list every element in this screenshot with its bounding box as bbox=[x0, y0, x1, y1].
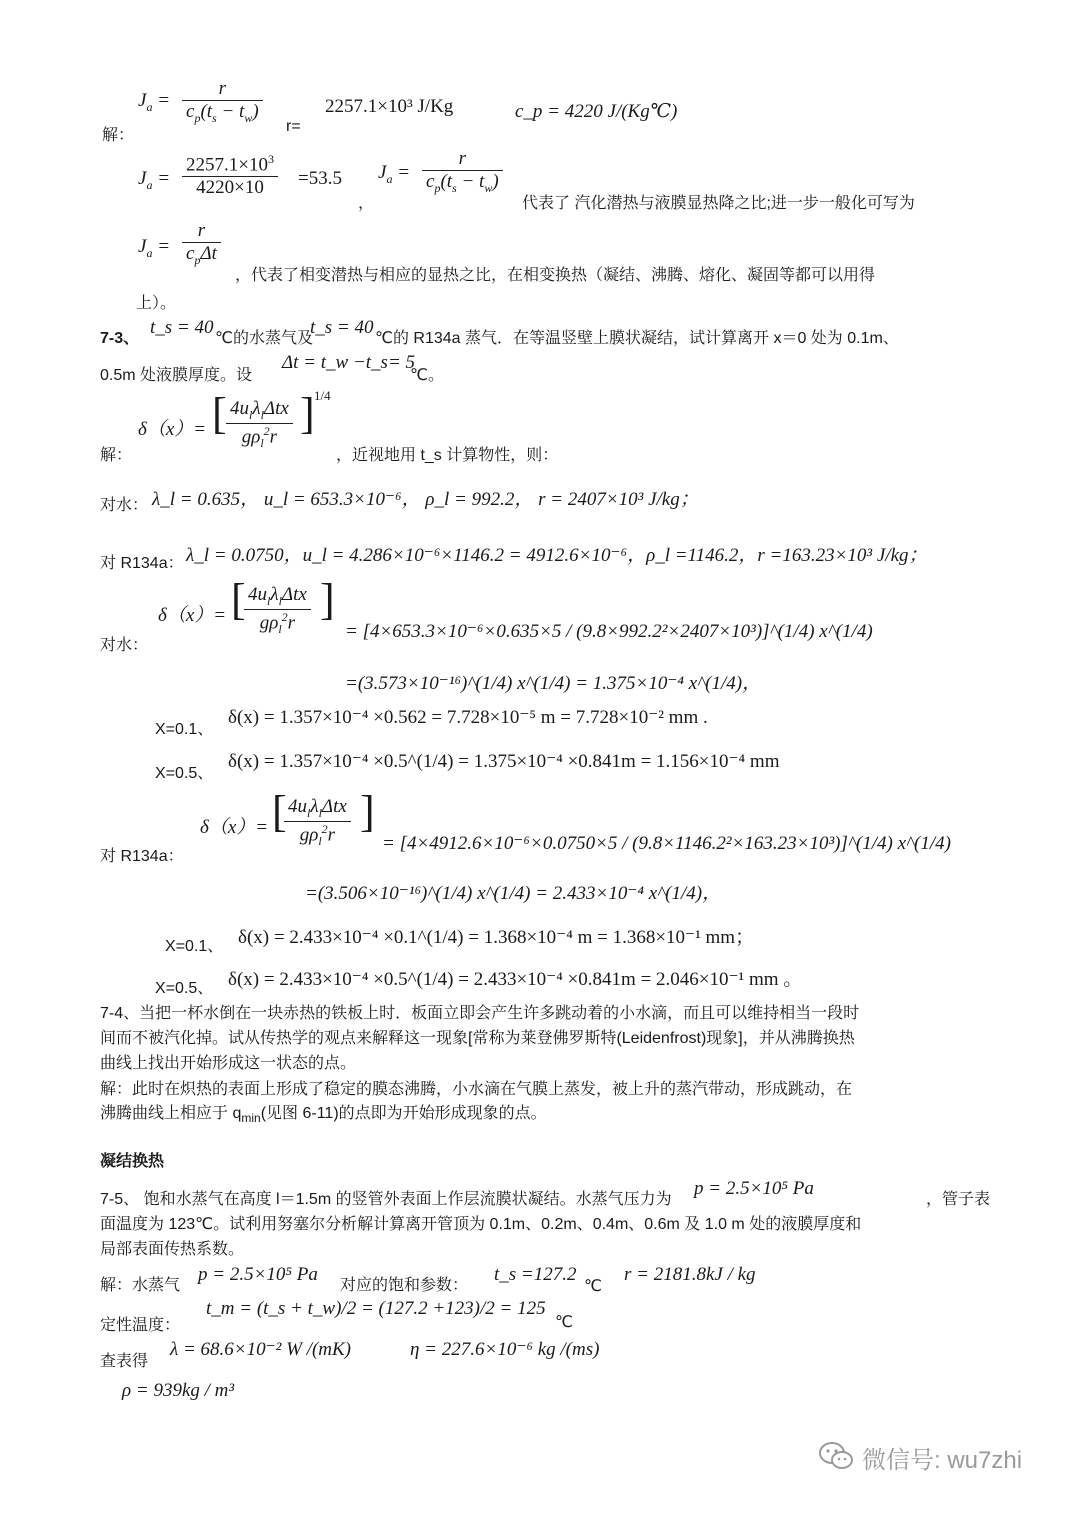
p73-number: 7-3、 bbox=[100, 330, 140, 347]
p75-line1-post: ，管子表 bbox=[926, 1191, 991, 1208]
p75-ans-label: 解：水蒸气 bbox=[100, 1277, 181, 1294]
water-props: λ_l = 0.635， u_l = 653.3×10⁻⁶， ρ_l = 992.2， r = 2407×10³ J/kg； bbox=[152, 489, 699, 510]
water-x01: δ(x) = 1.357×10⁻⁴ ×0.562 = 7.728×10⁻⁵ m = 7.728×10⁻² mm . bbox=[228, 707, 708, 728]
p73-dt-expr: Δt = t_w −t_s= 5 bbox=[282, 352, 416, 373]
approx-text: ，近视地用 t_s 计算物性，则： bbox=[336, 447, 559, 464]
ja-general-fraction: r $c_p\Delta t$ bbox=[182, 220, 221, 268]
p73-text3: 0.5m 处液膜厚度。设 bbox=[100, 367, 253, 384]
p75-unit-c: ℃ bbox=[584, 1278, 602, 1295]
p74-ans1: 解：此时在炽热的表面上形成了稳定的膜态沸腾，小水滴在气膜上蒸发，被上升的蒸汽带动，形成跳动，在 bbox=[100, 1081, 853, 1098]
watermark-text: 微信号: wu7zhi bbox=[862, 1447, 1023, 1474]
r134a-result: =(3.506×10⁻¹⁶)^(1/4) x^(1/4) = 2.433×10⁻⁴ x^(1/4)， bbox=[305, 883, 722, 904]
ja-general: $J_a$ = bbox=[138, 236, 171, 260]
p75-line1-pre: 7-5、 饱和水蒸气在高度 l＝1.5m 的竖管外表面上作层流膜状凝结。水蒸气压力为 bbox=[100, 1191, 672, 1208]
delta-formula-lhs: δ（x）= bbox=[138, 419, 207, 440]
water-x01-label: X=0.1、 bbox=[155, 721, 214, 738]
p75-dingxing-label: 定性温度： bbox=[100, 1317, 181, 1334]
r134a-subst: = [4×4912.6×10⁻⁶×0.0750×5 / (9.8×1146.2²×163.23×10³)]^(1/4) x^(1/4) bbox=[382, 833, 951, 854]
water-x05: δ(x) = 1.357×10⁻⁴ ×0.5^(1/4) = 1.375×10⁻⁴ ×0.841m = 1.156×10⁻⁴ mm bbox=[228, 751, 780, 772]
ja-expr-2: $J_a$ = bbox=[378, 162, 411, 186]
ja-fraction: $\frac{r}{c_p(t_s - t_w)}$ bbox=[182, 78, 263, 126]
watermark bbox=[818, 1440, 1023, 1477]
r134a-x05: δ(x) = 2.433×10⁻⁴ ×0.5^(1/4) = 2.433×10⁻⁴ ×0.841m = 2.046×10⁻¹ mm 。 bbox=[228, 969, 803, 990]
r134a-x05-label: X=0.5、 bbox=[155, 980, 214, 997]
power-quarter: 1/4 bbox=[314, 388, 331, 403]
p74-line3: 曲线上找出开始形成这一状态的点。 bbox=[100, 1055, 357, 1072]
p73-text1: ℃的水蒸气及 bbox=[215, 330, 313, 347]
wechat-icon bbox=[818, 1440, 856, 1472]
r134a-x01: δ(x) = 2.433×10⁻⁴ ×0.1^(1/4) = 1.368×10⁻⁴ m = 1.368×10⁻¹ mm； bbox=[238, 927, 755, 948]
r134a-bracket-r: ] bbox=[360, 787, 375, 836]
p75-r-val: r = 2181.8kJ / kg bbox=[624, 1264, 756, 1285]
ja-general-end: 上）。 bbox=[136, 295, 177, 312]
p75-eta: η = 227.6×10⁻⁶ kg /(ms) bbox=[410, 1339, 600, 1360]
p74-line2: 间而不被汽化掉。试从传热学的观点来解释这一现象[常称为莱登佛罗斯特(Leidenfrost)现象]，并从沸腾换热 bbox=[100, 1030, 855, 1047]
p75-rho: ρ = 939kg / m³ bbox=[122, 1380, 235, 1401]
section-title: 凝结换热 bbox=[100, 1153, 165, 1170]
p75-line3: 局部表面传热系数。 bbox=[100, 1241, 245, 1258]
delta-formula-frac: $4u_l\lambda_l\Delta tx$ $g\rho_l^2r$ bbox=[226, 398, 293, 451]
r134a-x01-label: X=0.1、 bbox=[165, 938, 224, 955]
water-result: =(3.573×10⁻¹⁶)^(1/4) x^(1/4) = 1.375×10⁻⁴ x^(1/4)， bbox=[345, 673, 762, 694]
p73-jie: 解： bbox=[100, 447, 133, 464]
r134a-frac: $4u_l\lambda_l\Delta tx$ $g\rho_l^2r$ bbox=[284, 796, 351, 849]
ja-general-meaning: ，代表了相变潜热与相应的显热之比，在相变换热（凝结、沸腾、熔化、凝固等都可以用得 bbox=[235, 267, 876, 284]
r134a-calc-label: 对 R134a： bbox=[100, 848, 184, 865]
p75-line2: 面温度为 123℃。试利用努塞尔分析解计算离开管顶为 0.1m、0.2m、0.4m、0.6m 及 1.0 m 处的液膜厚度和 bbox=[100, 1216, 862, 1233]
p75-ans-text: 对应的饱和参数： bbox=[340, 1277, 469, 1294]
water-label: 对水： bbox=[100, 497, 149, 514]
p74-ans2-pre: 沸腾曲线上相应于 q bbox=[100, 1105, 242, 1122]
p73-text4: ℃。 bbox=[410, 367, 444, 384]
water-delta-lhs: δ（x）= bbox=[158, 605, 227, 626]
water-calc-label: 对水： bbox=[100, 637, 149, 654]
comma: ， bbox=[358, 195, 375, 212]
p74-ans2-post: (见图 6-11)的点即为开始形成现象的点。 bbox=[260, 1105, 547, 1122]
water-x05-label: X=0.5、 bbox=[155, 765, 214, 782]
p74-line1: 7-4、当把一杯水倒在一块赤热的铁板上时．板面立即会产生许多跳动着的小水滴，而且可以维持相当一段时 bbox=[100, 1005, 860, 1022]
r-value: 2257.1×10³ J/Kg bbox=[325, 96, 454, 117]
ja-block bbox=[100, 78, 1020, 312]
p73-text2: ℃的 R134a 蒸气．在等温竖壁上膜状凝结，试计算离开 x＝0 处为 0.1m、 bbox=[375, 330, 899, 347]
p75-tm-unit: ℃ bbox=[555, 1314, 573, 1331]
water-subst: = [4×653.3×10⁻⁶×0.635×5 / (9.8×992.2²×2407×10³)]^(1/4) x^(1/4) bbox=[345, 621, 873, 642]
ja-meaning: 代表了 汽化潜热与液膜显热降之比;进一步一般化可写为 bbox=[522, 195, 915, 212]
p73-ts-r134a: t_s = 40 bbox=[310, 317, 374, 338]
ja-calc-result: =53.5 bbox=[298, 168, 342, 189]
r134a-label: 对 R134a： bbox=[100, 555, 184, 572]
p75-tm-expr: t_m = (t_s + t_w)/2 = (127.2 +123)/2 = 125 bbox=[206, 1298, 546, 1319]
r-label: r= bbox=[286, 118, 301, 135]
p75-ts-val: t_s =127.2 bbox=[494, 1264, 577, 1285]
p75-chabiao: 查表得 bbox=[100, 1353, 149, 1370]
p75-lambda: λ = 68.6×10⁻² W /(mK) bbox=[170, 1339, 352, 1360]
bracket-left: [ bbox=[212, 389, 227, 438]
bracket-right: ] bbox=[300, 389, 315, 438]
p75-ans-p: p = 2.5×10⁵ Pa bbox=[198, 1264, 318, 1285]
p73-ts-water: t_s = 40 bbox=[150, 317, 214, 338]
water-bracket-r: ] bbox=[320, 575, 335, 624]
r134a-delta-lhs: δ（x）= bbox=[200, 817, 269, 838]
water-frac: $4u_l\lambda_l\Delta tx$ $g\rho_l^2r$ bbox=[244, 584, 311, 637]
cp-value: c_p = 4220 J/(Kg℃) bbox=[515, 101, 678, 122]
r134a-props: λ_l = 0.0750，u_l = 4.286×10⁻⁶×1146.2 = 4912.6×10⁻⁶，ρ_l =1146.2，r =163.23×10³ J/kg； bbox=[186, 545, 928, 566]
ja-symbol: $J_a$ = bbox=[138, 90, 171, 114]
ja-calc: $J_a$ = bbox=[138, 168, 171, 192]
water-bracket-l: [ bbox=[231, 575, 246, 624]
p74-ans2-sub: min bbox=[241, 1111, 261, 1126]
ja-expr-2-fraction: $\frac{r}{c_p(t_s - t_w)}$ bbox=[422, 148, 503, 196]
jie-label: 解： bbox=[102, 127, 135, 144]
ja-calc-fraction: $\frac{2257.1\times 10^3}{4220\times 10}$ bbox=[182, 152, 278, 199]
p74-ans2 bbox=[100, 1100, 547, 1125]
p75-p-expr: p = 2.5×10⁵ Pa bbox=[694, 1178, 814, 1199]
r134a-bracket-l: [ bbox=[272, 787, 287, 836]
